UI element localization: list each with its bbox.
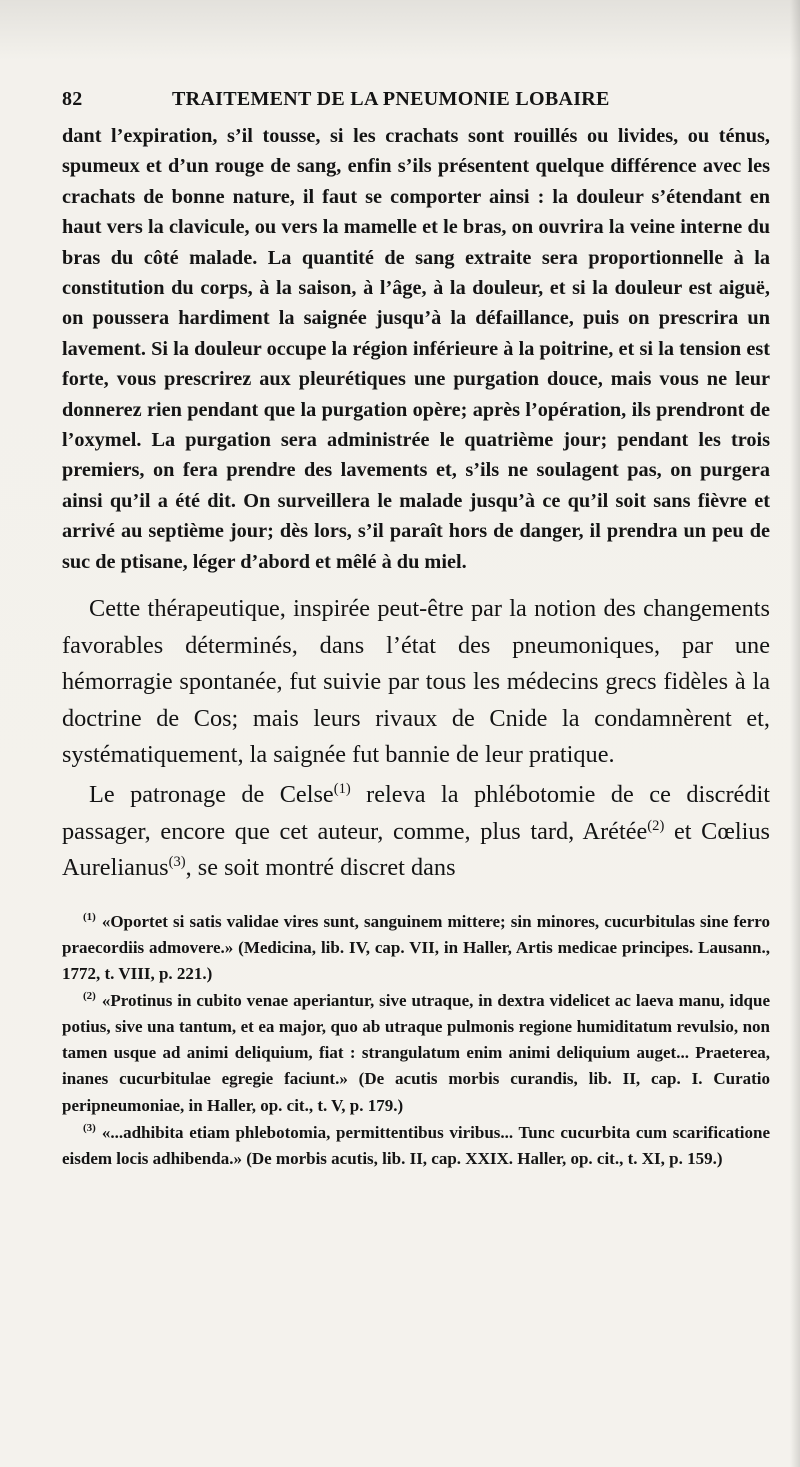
footnote-1-mark: (1) (83, 911, 96, 924)
footnotes (62, 909, 770, 1172)
paragraph-celse-part-1: Le patronage de Celse (89, 781, 334, 809)
main-text (62, 591, 770, 887)
footnote-3-text: «...adhibita etiam phlebotomia, permittentibus viribus... Tunc cucurbita cum scarificatione eisdem locis adhibenda.» (De morbis acutis, lib. II, cap. XXIX. Haller, op. cit., t. XI, p. 159.) (62, 1122, 770, 1168)
footnote-1 (62, 909, 770, 987)
page-header (62, 88, 770, 111)
paragraph-celse-part-4: , se soit montré discret dans (185, 854, 456, 882)
footnote-3-mark: (3) (83, 1121, 96, 1134)
footnote-ref-2[interactable]: (2) (647, 817, 665, 834)
footnote-ref-3[interactable]: (3) (168, 854, 186, 871)
paragraph-celse-part-2: releva la phlébotomie de ce discrédit passager, encore que cet auteur, comme, plus tard, Arétée (62, 781, 770, 845)
footnote-3 (62, 1120, 770, 1172)
footnote-2-text: «Protinus in cubito venae aperiantur, sive utraque, in dextra videlicet ac laeva manu, idque potius, sive una tantum, et ea major, quo ab utraque pulmonis regione humiditatum revulsio, non tamen usque ad animi deliquium, fiat : strangulatum enim animi deliquium auget... Praeterea, inanes cucurbitulae egregie faciunt.» (De acutis morbis curandis, lib. II, cap. I. Curatio peripneumoniae, in Haller, op. cit., t. V, p. 179.) (62, 991, 770, 1115)
paragraph-therapeutique: Cette thérapeutique, inspirée peut-être par la notion des changements favorables déterminés, dans l’état des pneumoniques, par une hémorragie spontanée, fut suivie par tous les médecins grecs fidèles à la doctrine de Cos; mais leurs rivaux de Cnide la condamnèrent et, systématiquement, la saignée fut bannie de leur pratique. (62, 595, 770, 769)
page-number: 82 (62, 88, 83, 110)
footnote-2-mark: (2) (83, 990, 96, 1003)
quoted-passage-text: dant l’expiration, s’il tousse, si les crachats sont rouillés ou livides, ou ténus, spumeux et d’un rouge de sang, enfin s’ils présentent quelque différence avec les crachats de bonne nature, il faut se comporter ainsi : la douleur s’étendant en haut vers la clavicule, ou vers la mamelle et le bras, on ouvrira la veine interne du bras du côté malade. La quantité de sang extraite sera proportionnelle à la constitution du corps, à la saison, à l’âge, à la douleur, et si la douleur est aiguë, on poussera hardiment la saignée jusqu’à la défaillance, puis on prescrira un lavement. Si la douleur occupe la région inférieure à la poitrine, et si la tension est forte, vous prescrirez aux pleurétiques une purgation douce, mais vous ne leur donnerez rien pendant que la purgation opère; après l’opération, ils prendront de l’oxymel. La purgation sera administrée le quatrième jour; pendant les trois premiers, on fera prendre des lavements et, s’ils ne soulagent pas, on purgera ainsi qu’il a été dit. On surveillera le malade jusqu’à ce qu’il soit sans fièvre et arrivé au septième jour; dès lors, s’il paraît hors de danger, il prendra un peu de suc de ptisane, léger d’abord et mêlé à du miel. (62, 125, 770, 573)
footnote-1-text: «Oportet si satis validae vires sunt, sanguinem mittere; sin minores, cucurbitulas sine ferro praecordiis admovere.» (Medicina, lib. IV, cap. VII, in Haller, Artis medicae principes. Lausann., 1772, t. VIII, p. 221.) (62, 911, 770, 984)
paragraph-celse-part-3: et Cœlius Aurelianus (62, 817, 770, 882)
paragraph-celse (62, 777, 770, 887)
quoted-passage (62, 121, 770, 577)
footnote-2 (62, 988, 770, 1118)
running-title: TRAITEMENT DE LA PNEUMONIE LOBAIRE (172, 88, 610, 110)
footnote-ref-1[interactable]: (1) (333, 780, 351, 797)
